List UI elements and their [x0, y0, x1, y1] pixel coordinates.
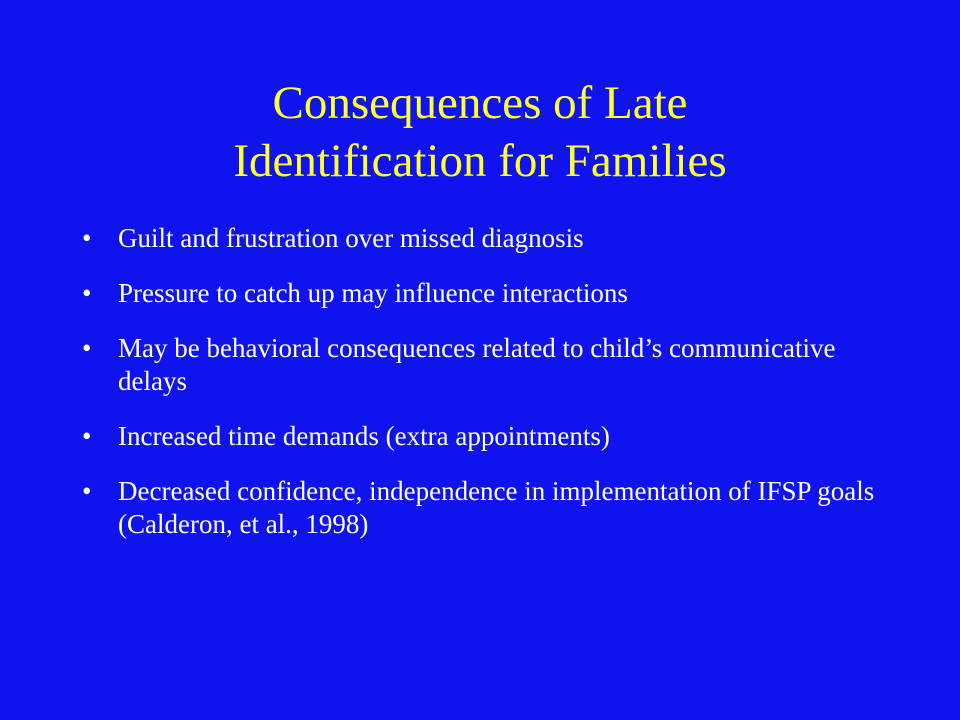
bullet-text: Guilt and frustration over missed diagnosis	[118, 223, 584, 253]
bullet-item	[80, 475, 900, 541]
bullet-text: Decreased confidence, independence in implementation of IFSP goals (Calderon, et al., 1998)	[118, 476, 875, 539]
bullet-icon: •	[82, 223, 92, 253]
slide-title-line-1: Consequences of Late	[272, 77, 688, 129]
bullet-item	[80, 277, 900, 310]
bullet-text: Increased time demands (extra appointments)	[118, 421, 610, 451]
bullet-icon: •	[82, 421, 92, 451]
bullet-text: Pressure to catch up may influence interactions	[118, 278, 628, 308]
bullet-icon: •	[82, 333, 92, 363]
bullet-icon: •	[82, 278, 92, 308]
bullet-icon: •	[82, 476, 92, 506]
bullet-list	[80, 222, 900, 563]
bullet-item	[80, 332, 900, 398]
bullet-item	[80, 420, 900, 453]
slide-title	[0, 74, 960, 190]
bullet-text: May be behavioral consequences related to child’s communicative delays	[118, 333, 836, 396]
slide-title-line-2: Identification for Families	[233, 135, 727, 187]
bullet-item	[80, 222, 900, 255]
